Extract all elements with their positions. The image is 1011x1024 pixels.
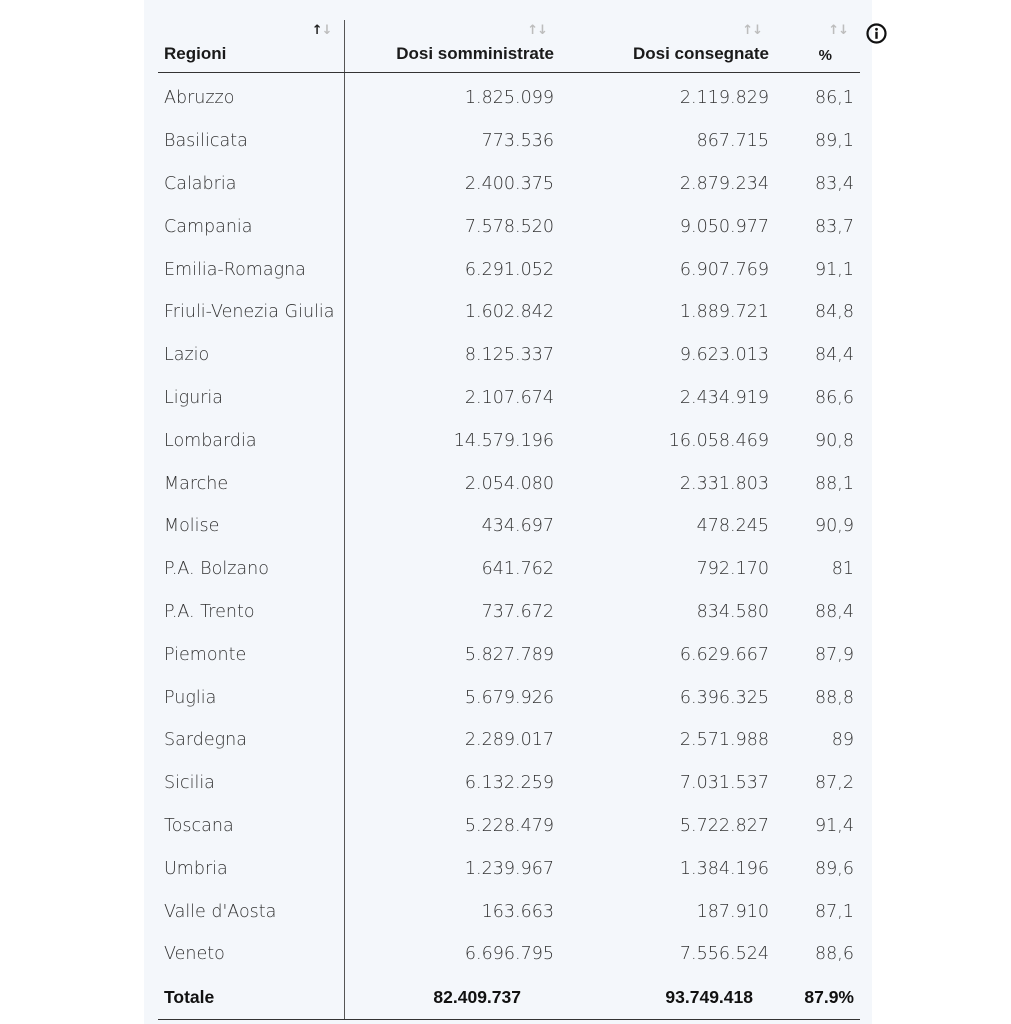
cell-percent: 89,1 xyxy=(815,131,854,152)
table-row xyxy=(158,548,860,591)
table-row xyxy=(158,205,860,248)
cell-percent: 88,6 xyxy=(815,944,854,965)
header-regioni[interactable] xyxy=(158,20,344,73)
cell-delivered: 834.580 xyxy=(696,601,769,622)
cell-administered: 7.578.520 xyxy=(464,216,554,237)
cell-percent: 84,8 xyxy=(815,302,854,323)
table-row xyxy=(158,719,860,762)
table-row xyxy=(158,377,860,420)
cell-percent: 89,6 xyxy=(815,858,854,879)
header-row xyxy=(158,20,860,73)
cell-delivered: 7.556.524 xyxy=(679,944,769,965)
cell-administered: 2.400.375 xyxy=(464,173,554,194)
sort-icon[interactable]: ↑↓ xyxy=(311,23,332,38)
cell-region: Piemonte xyxy=(158,633,344,676)
cell-percent: 90,9 xyxy=(815,516,854,537)
cell-region: P.A. Bolzano xyxy=(158,548,344,591)
cell-delivered: 9.623.013 xyxy=(679,345,769,366)
cell-region: Basilicata xyxy=(158,120,344,163)
cell-region: Lombardia xyxy=(158,419,344,462)
cell-delivered: 867.715 xyxy=(696,131,769,152)
cell-delivered: 16.058.469 xyxy=(668,430,769,451)
cell-administered: 2.107.674 xyxy=(464,387,554,408)
cell-delivered: 2.879.234 xyxy=(679,173,769,194)
cell-administered: 8.125.337 xyxy=(464,345,554,366)
cell-delivered: 7.031.537 xyxy=(679,773,769,794)
cell-percent: 87,9 xyxy=(815,644,854,665)
total-row xyxy=(158,976,860,1019)
cell-administered: 434.697 xyxy=(481,516,554,537)
table-row xyxy=(158,933,860,976)
table-row xyxy=(158,163,860,206)
cell-region: Puglia xyxy=(158,676,344,719)
cell-percent: 87,1 xyxy=(815,901,854,922)
cell-region: Veneto xyxy=(158,933,344,976)
cell-delivered: 1.384.196 xyxy=(679,858,769,879)
cell-region: Friuli-Venezia Giulia xyxy=(158,291,344,334)
cell-region: Sardegna xyxy=(158,719,344,762)
cell-delivered: 187.910 xyxy=(696,901,769,922)
cell-region: P.A. Trento xyxy=(158,591,344,634)
total-label: Totale xyxy=(158,976,344,1019)
table-row xyxy=(158,248,860,291)
cell-delivered: 2.331.803 xyxy=(679,473,769,494)
table-row xyxy=(158,73,860,120)
table-row xyxy=(158,762,860,805)
cell-delivered: 2.119.829 xyxy=(679,88,769,109)
cell-region: Liguria xyxy=(158,377,344,420)
cell-region: Molise xyxy=(158,505,344,548)
cell-percent: 88,4 xyxy=(815,601,854,622)
cell-region: Campania xyxy=(158,205,344,248)
cell-administered: 6.132.259 xyxy=(464,773,554,794)
table-row xyxy=(158,847,860,890)
info-icon[interactable] xyxy=(866,23,887,44)
table-row xyxy=(158,334,860,377)
cell-percent: 86,6 xyxy=(815,387,854,408)
cell-administered: 5.228.479 xyxy=(464,815,554,836)
cell-administered: 5.827.789 xyxy=(464,644,554,665)
cell-percent: 83,4 xyxy=(815,173,854,194)
header-percent[interactable] xyxy=(800,20,860,73)
cell-region: Lazio xyxy=(158,334,344,377)
cell-region: Umbria xyxy=(158,847,344,890)
cell-administered: 5.679.926 xyxy=(464,687,554,708)
cell-percent: 86,1 xyxy=(815,88,854,109)
table-row xyxy=(158,890,860,933)
table-row xyxy=(158,633,860,676)
cell-percent: 88,1 xyxy=(815,473,854,494)
cell-region: Abruzzo xyxy=(158,73,344,120)
cell-percent: 87,2 xyxy=(815,773,854,794)
cell-percent: 91,1 xyxy=(815,259,854,280)
cell-region: Sicilia xyxy=(158,762,344,805)
table-row xyxy=(158,419,860,462)
cell-percent: 84,4 xyxy=(815,345,854,366)
table-row xyxy=(158,505,860,548)
vaccine-doses-table xyxy=(158,20,860,1020)
cell-region: Emilia-Romagna xyxy=(158,248,344,291)
cell-administered: 6.696.795 xyxy=(464,944,554,965)
cell-region: Toscana xyxy=(158,805,344,848)
cell-delivered: 1.889.721 xyxy=(679,302,769,323)
sort-icon[interactable]: ↑↓ xyxy=(527,23,547,38)
table-row xyxy=(158,591,860,634)
cell-administered: 1.825.099 xyxy=(464,88,554,109)
header-label: Regioni xyxy=(164,44,227,63)
cell-administered: 14.579.196 xyxy=(453,430,554,451)
table-row xyxy=(158,676,860,719)
cell-region: Calabria xyxy=(158,163,344,206)
cell-percent: 89 xyxy=(831,730,854,751)
sort-icon[interactable]: ↑↓ xyxy=(742,23,762,38)
cell-region: Marche xyxy=(158,462,344,505)
total-delivered: 93.749.418 xyxy=(587,976,800,1019)
cell-delivered: 5.722.827 xyxy=(679,815,769,836)
cell-delivered: 6.396.325 xyxy=(679,687,769,708)
table-row xyxy=(158,805,860,848)
cell-administered: 6.291.052 xyxy=(464,259,554,280)
cell-delivered: 2.571.988 xyxy=(679,730,769,751)
cell-region: Valle d'Aosta xyxy=(158,890,344,933)
header-label: Dosi somministrate xyxy=(396,44,554,63)
table-body xyxy=(158,73,860,976)
header-dosi-somministrate[interactable] xyxy=(344,20,587,73)
cell-administered: 2.054.080 xyxy=(464,473,554,494)
header-label: Dosi consegnate xyxy=(632,44,769,63)
table-row xyxy=(158,462,860,505)
cell-administered: 737.672 xyxy=(481,601,554,622)
cell-delivered: 2.434.919 xyxy=(679,387,769,408)
cell-delivered: 6.907.769 xyxy=(679,259,769,280)
total-percent: 87.9% xyxy=(800,976,860,1019)
cell-percent: 91,4 xyxy=(815,815,854,836)
cell-administered: 1.239.967 xyxy=(464,858,554,879)
header-label: % xyxy=(818,47,832,64)
total-administered: 82.409.737 xyxy=(344,976,587,1019)
cell-percent: 83,7 xyxy=(815,216,854,237)
cell-delivered: 792.170 xyxy=(696,559,769,580)
header-dosi-consegnate[interactable] xyxy=(587,20,800,73)
cell-delivered: 9.050.977 xyxy=(679,216,769,237)
cell-percent: 90,8 xyxy=(815,430,854,451)
cell-delivered: 478.245 xyxy=(696,516,769,537)
cell-delivered: 6.629.667 xyxy=(679,644,769,665)
cell-percent: 88,8 xyxy=(815,687,854,708)
cell-administered: 163.663 xyxy=(481,901,554,922)
sort-icon[interactable]: ↑↓ xyxy=(828,23,848,38)
cell-administered: 773.536 xyxy=(481,131,554,152)
table-row xyxy=(158,291,860,334)
table-row xyxy=(158,120,860,163)
cell-administered: 1.602.842 xyxy=(464,302,554,323)
cell-percent: 81 xyxy=(831,559,854,580)
cell-administered: 2.289.017 xyxy=(464,730,554,751)
cell-administered: 641.762 xyxy=(481,559,554,580)
